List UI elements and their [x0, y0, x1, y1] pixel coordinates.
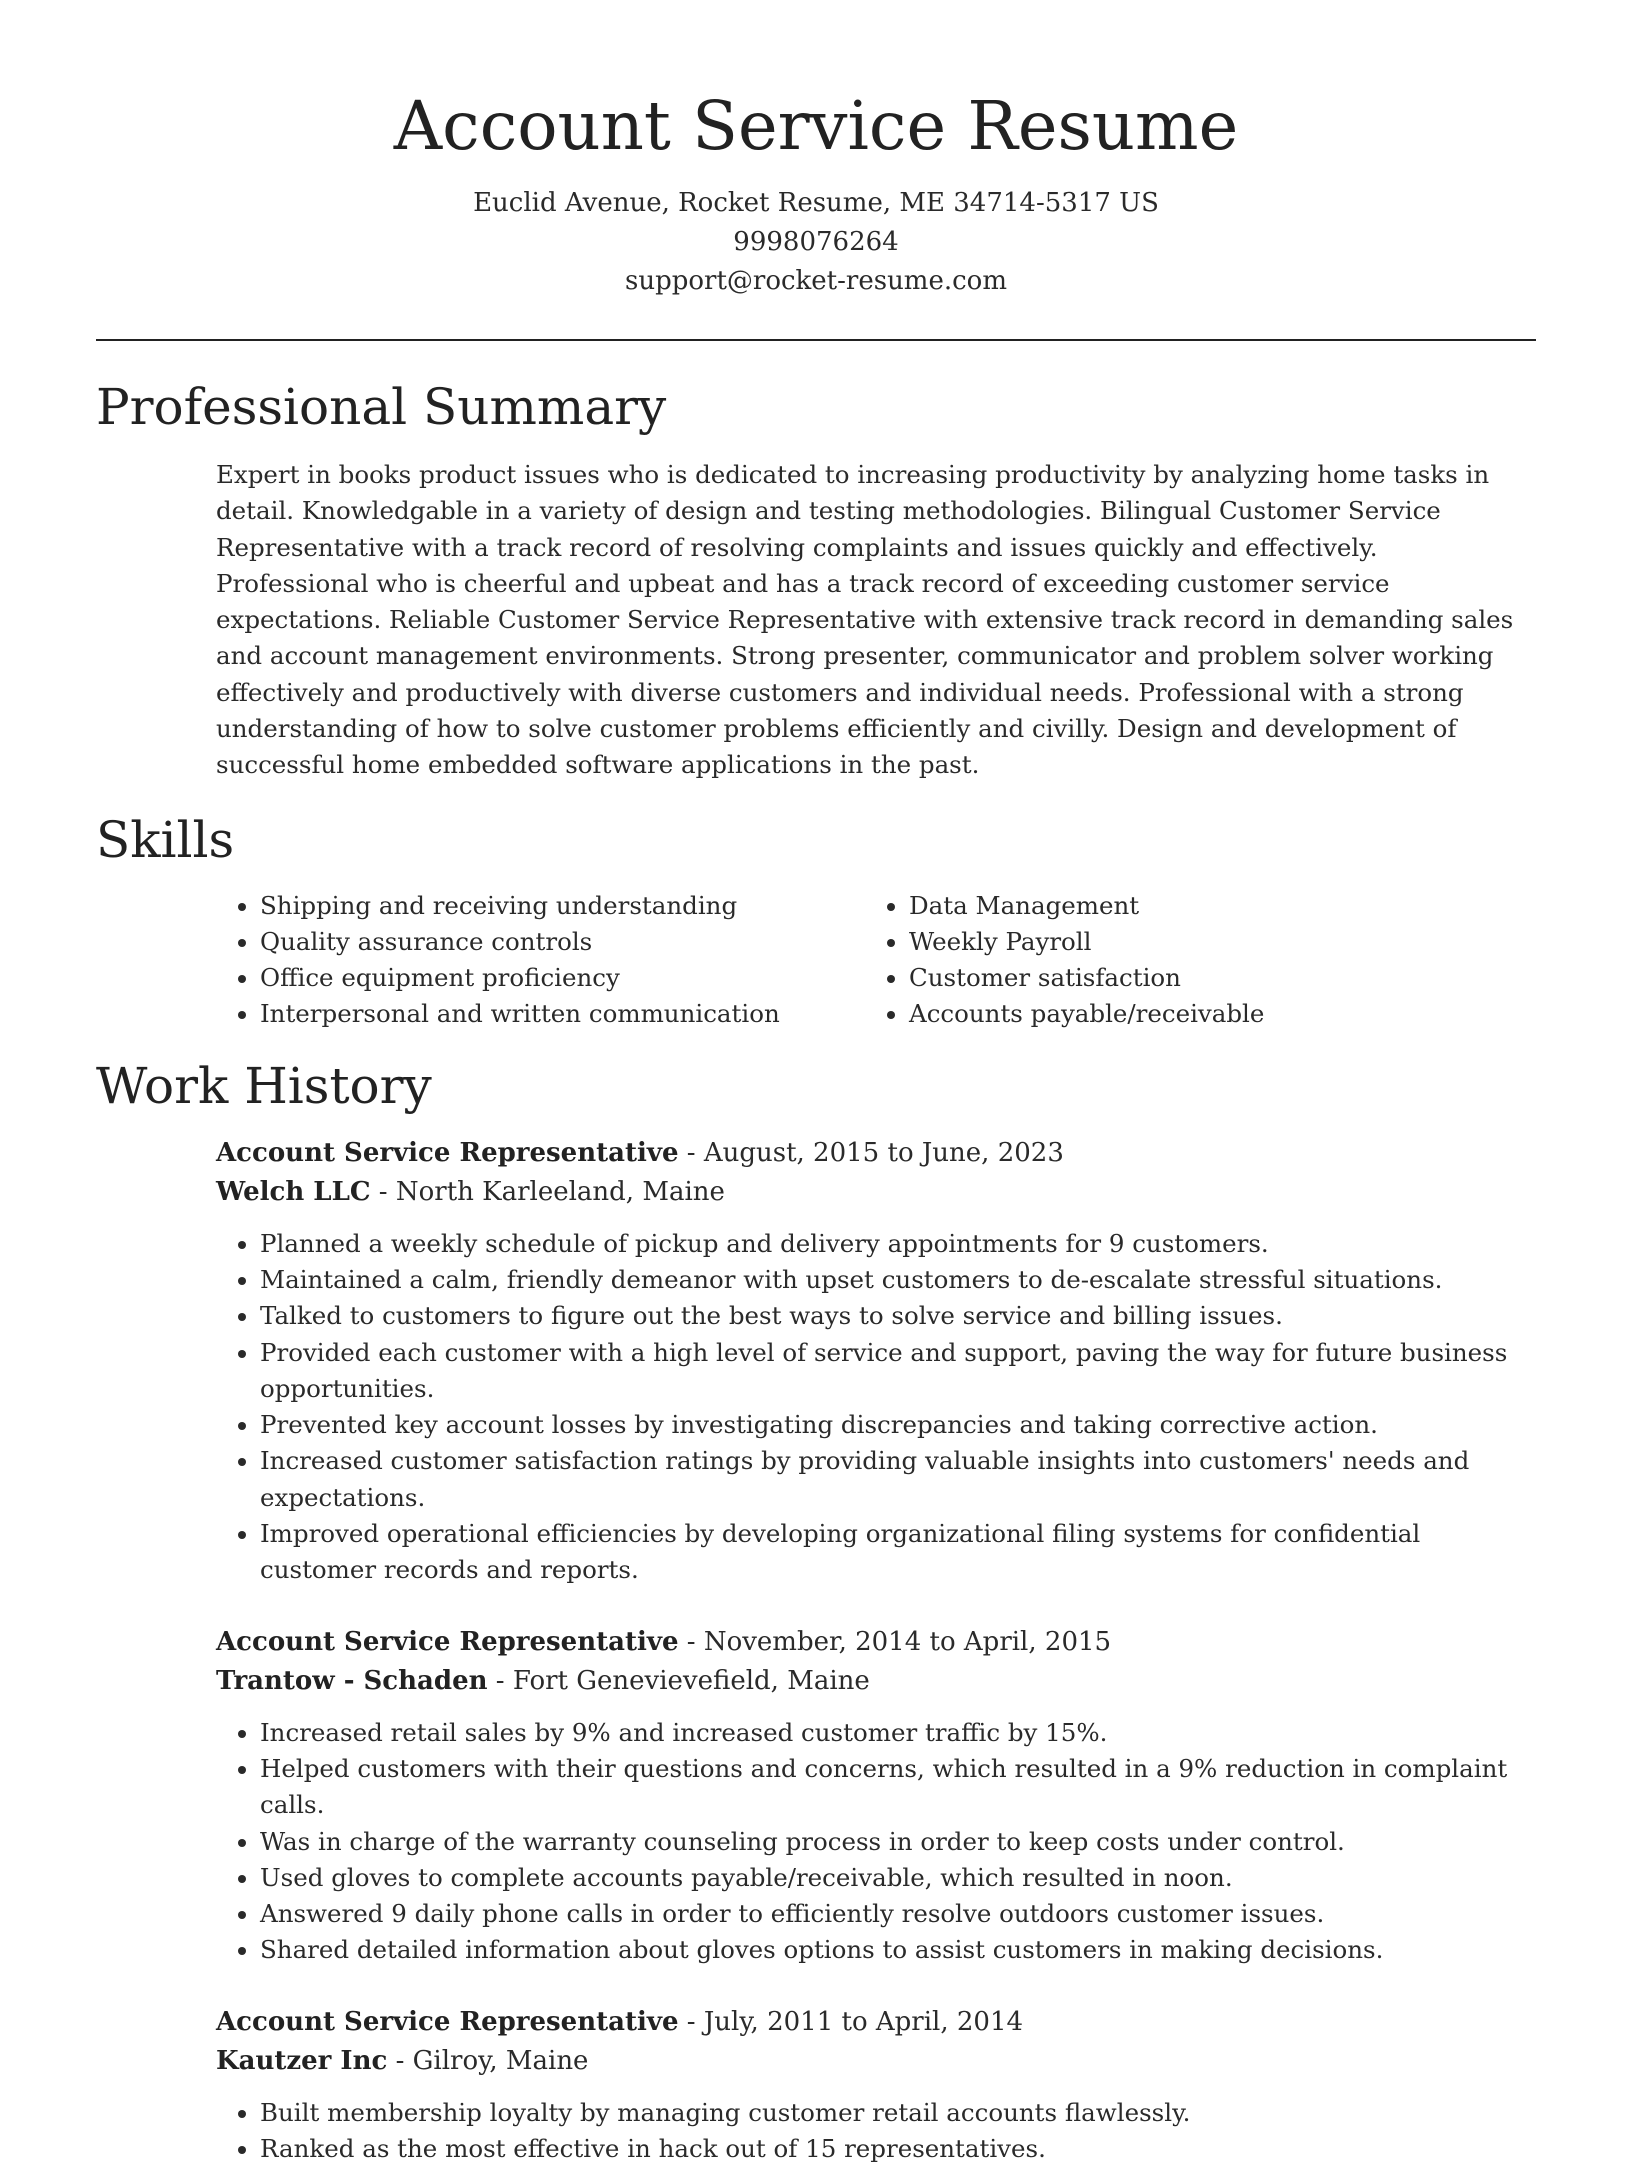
- job-bullets: [216, 1715, 1536, 1969]
- skill-item: • Shipping and receiving understanding: [260, 888, 865, 924]
- skills-heading: Skills: [96, 810, 235, 869]
- skill-item: • Customer satisfaction: [909, 960, 1264, 996]
- resume-header: [96, 0, 1536, 301]
- job-dates: - August, 2015 to June, 2023: [678, 1137, 1064, 1168]
- job-bullets: [216, 1226, 1536, 1589]
- contact-address: Euclid Avenue, Rocket Resume, ME 34714-5317 US: [473, 188, 1159, 218]
- job-title-line: [216, 2003, 1536, 2042]
- skills-list-left: [216, 888, 865, 1032]
- job-bullet: • Improved operational efficiencies by developing organizational filing systems for confidential customer records and reports.: [260, 1516, 1536, 1589]
- resume-title: Account Service Resume: [393, 87, 1239, 165]
- skill-item: • Weekly Payroll: [909, 924, 1264, 960]
- summary-heading: Professional Summary: [96, 378, 667, 436]
- job-role: Account Service Representative: [216, 2006, 679, 2037]
- job-bullet: • Increased customer satisfaction ratings by providing valuable insights into customers' needs and expectations.: [260, 1443, 1536, 1516]
- job-bullet: • Maintained a calm, friendly demeanor with upset customers to de-escalate stressful situations.: [260, 1262, 1536, 1298]
- job-bullet: • Planned a weekly schedule of pickup and delivery appointments for 9 customers.: [260, 1226, 1536, 1262]
- job-entry: [216, 1623, 1536, 1969]
- job-bullet: • Used gloves to complete accounts payable/receivable, which resulted in noon.: [260, 1860, 1536, 1896]
- job-bullet: • Answered 9 daily phone calls in order to efficiently resolve outdoors customer issues.: [260, 1896, 1536, 1932]
- job-bullet: • Prevented key account losses by investigating discrepancies and taking corrective action.: [260, 1407, 1536, 1443]
- job-company: Welch LLC: [216, 1176, 371, 1207]
- job-dates: - July, 2011 to April, 2014: [678, 2006, 1024, 2037]
- job-role: Account Service Representative: [216, 1137, 679, 1168]
- contact-info: [96, 184, 1536, 301]
- skill-item: • Interpersonal and written communication: [260, 996, 865, 1032]
- job-bullet: • Talked to customers to figure out the best ways to solve service and billing issues.: [260, 1298, 1536, 1334]
- job-company-line: [216, 1662, 1536, 1701]
- job-title-line: [216, 1623, 1536, 1662]
- job-location: - North Karleeland, Maine: [370, 1176, 725, 1207]
- job-entry: [216, 2003, 1536, 2167]
- skill-item: • Office equipment proficiency: [260, 960, 865, 996]
- job-bullet: • Increased retail sales by 9% and increased customer traffic by 15%.: [260, 1715, 1536, 1751]
- job-company-line: [216, 2042, 1536, 2081]
- job-bullet: • Built membership loyalty by managing customer retail accounts flawlessly.: [260, 2095, 1536, 2131]
- job-location: - Fort Genevievefield, Maine: [487, 1665, 870, 1696]
- skills-list-right: [865, 888, 1264, 1032]
- skill-item: • Data Management: [909, 888, 1264, 924]
- skills-grid: [216, 888, 1536, 1032]
- job-entry: [216, 1134, 1536, 1589]
- summary-text: Expert in books product issues who is dedicated to increasing productivity by analyzing home tasks in detail. Knowledgable in a variety of design and testing methodologies. Bilingual Customer Service Representative with a track record of resolving complaints and issues quickly and effectively. Professional who is cheerful and upbeat and has a track record of exceeding customer service expectations. Reliable Customer Service Representative with extensive track record in demanding sales and account management environments. Strong presenter, communicator and problem solver working effectively and productively with diverse customers and individual needs. Professional with a strong understanding of how to solve customer problems efficiently and civilly. Design and development of successful home embedded software applications in the past.: [216, 460, 1514, 780]
- header-divider: [96, 339, 1536, 341]
- skill-item: • Accounts payable/receivable: [909, 996, 1264, 1032]
- contact-phone: 9998076264: [733, 227, 899, 257]
- job-company-line: [216, 1173, 1536, 1212]
- job-role: Account Service Representative: [216, 1626, 679, 1657]
- work-history-heading: Work History: [96, 1056, 432, 1115]
- job-location: - Gilroy, Maine: [387, 2045, 589, 2076]
- skill-item: • Quality assurance controls: [260, 924, 865, 960]
- job-bullet: • Shared detailed information about gloves options to assist customers in making decisions.: [260, 1932, 1536, 1968]
- job-bullet: • Provided each customer with a high level of service and support, paving the way for future business opportunities.: [260, 1335, 1536, 1408]
- job-bullet: • Was in charge of the warranty counseling process in order to keep costs under control.: [260, 1824, 1536, 1860]
- job-bullet: • Ranked as the most effective in hack out of 15 representatives.: [260, 2131, 1536, 2167]
- job-company: Trantow - Schaden: [216, 1665, 488, 1696]
- job-title-line: [216, 1134, 1536, 1173]
- job-company: Kautzer Inc: [216, 2045, 388, 2076]
- job-bullets: [216, 2095, 1536, 2167]
- contact-email: support@rocket-resume.com: [624, 266, 1007, 296]
- job-bullet: • Helped customers with their questions and concerns, which resulted in a 9% reduction in complaint calls.: [260, 1751, 1536, 1824]
- job-dates: - November, 2014 to April, 2015: [678, 1626, 1112, 1657]
